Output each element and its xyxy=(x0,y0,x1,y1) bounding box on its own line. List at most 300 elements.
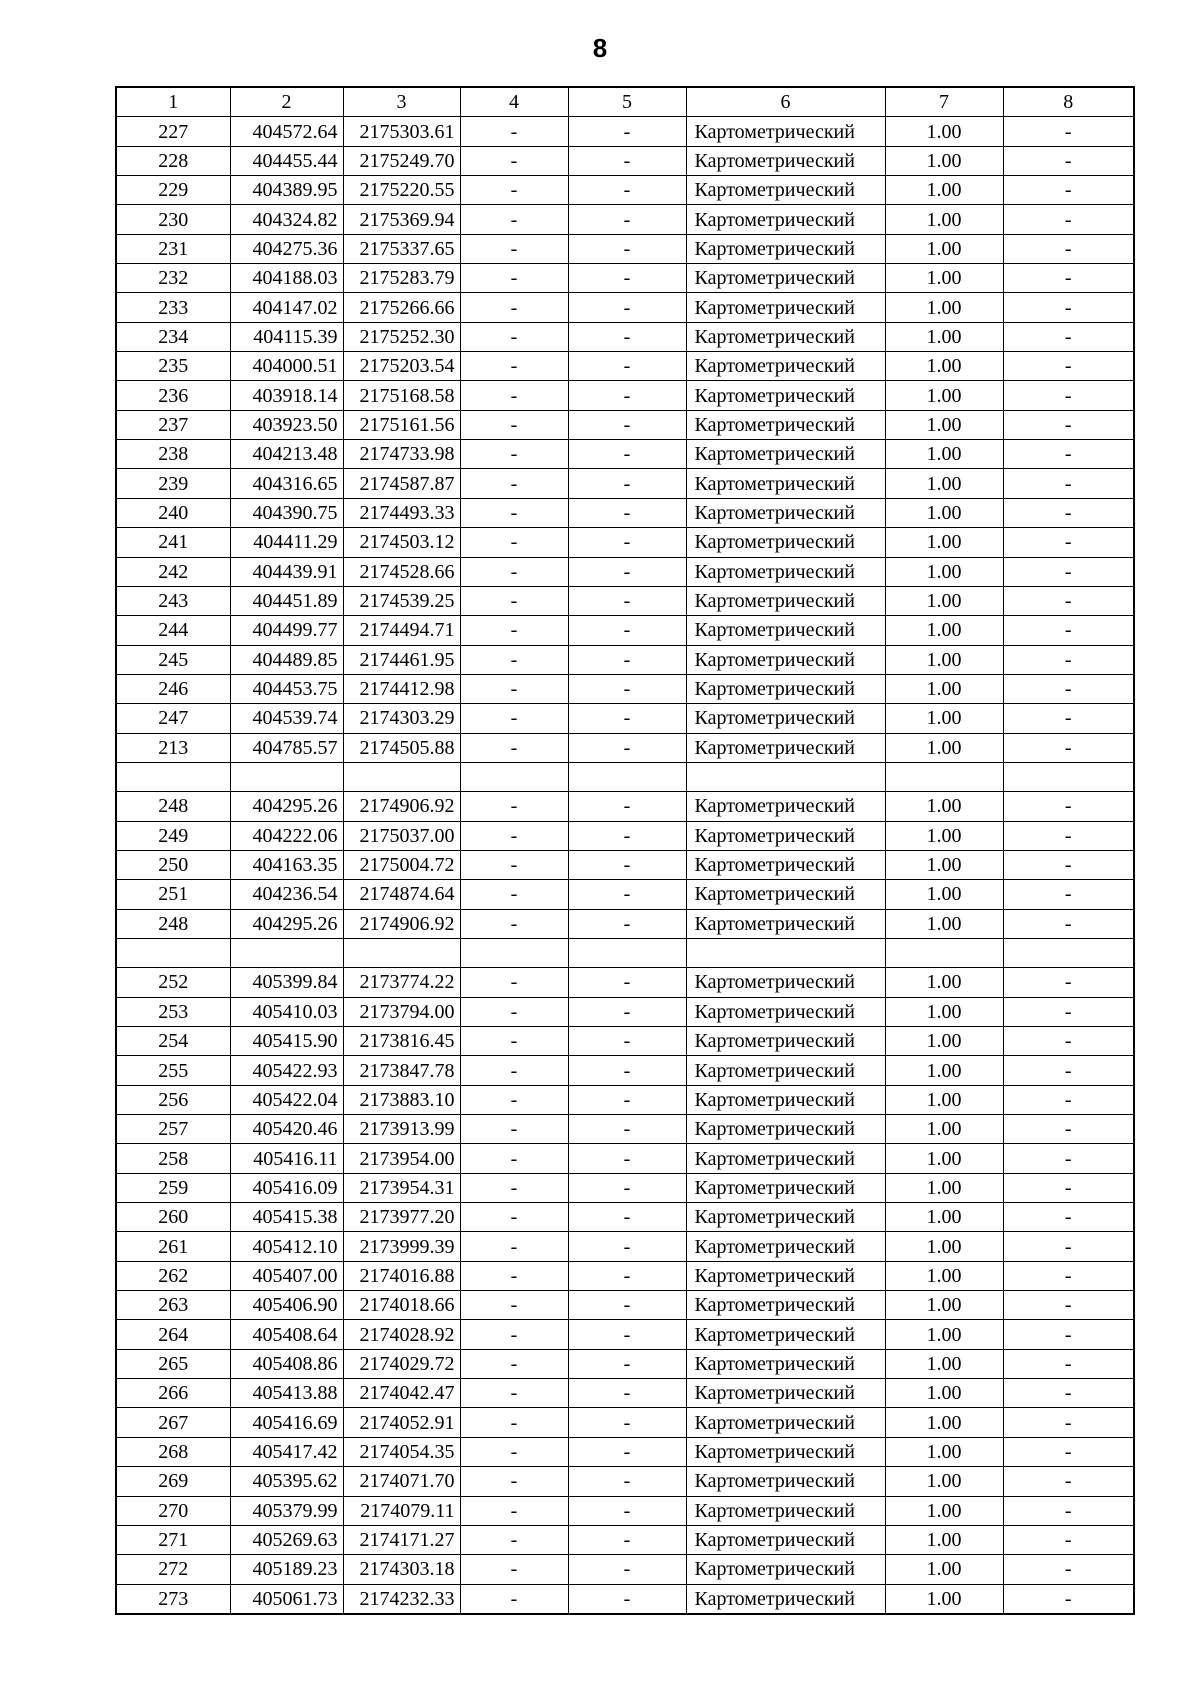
column-8-cell: - xyxy=(1003,1408,1134,1437)
table-row xyxy=(116,410,1134,439)
accuracy-cell: 1.00 xyxy=(885,352,1003,381)
column-5-cell: - xyxy=(568,1232,686,1261)
column-5-cell: - xyxy=(568,1115,686,1144)
table-row xyxy=(116,528,1134,557)
column-5-cell: - xyxy=(568,1320,686,1349)
column-4-cell: - xyxy=(460,264,568,293)
column-4-cell: - xyxy=(460,821,568,850)
column-header-8: 8 xyxy=(1003,87,1134,117)
point-number-cell: 229 xyxy=(116,176,230,205)
y-coordinate-cell: 2174079.11 xyxy=(343,1496,460,1525)
x-coordinate-cell: 403918.14 xyxy=(230,381,343,410)
x-coordinate-cell: 404390.75 xyxy=(230,498,343,527)
accuracy-cell: 1.00 xyxy=(885,1467,1003,1496)
y-coordinate-cell: 2174016.88 xyxy=(343,1261,460,1290)
x-coordinate-cell: 405395.62 xyxy=(230,1467,343,1496)
column-5-cell: - xyxy=(568,176,686,205)
column-4-cell: - xyxy=(460,909,568,938)
method-cell: Картометрический xyxy=(686,674,885,703)
column-4-cell: - xyxy=(460,1203,568,1232)
x-coordinate-cell: 404324.82 xyxy=(230,205,343,234)
column-header-7: 7 xyxy=(885,87,1003,117)
point-number-cell: 236 xyxy=(116,381,230,410)
point-number-cell: 228 xyxy=(116,146,230,175)
method-cell: Картометрический xyxy=(686,557,885,586)
column-8-cell: - xyxy=(1003,322,1134,351)
table-row xyxy=(116,1173,1134,1202)
column-8-cell: - xyxy=(1003,234,1134,263)
x-coordinate-cell: 405415.90 xyxy=(230,1027,343,1056)
column-4-cell: - xyxy=(460,528,568,557)
accuracy-cell: 1.00 xyxy=(885,146,1003,175)
method-cell: Картометрический xyxy=(686,1027,885,1056)
method-cell: Картометрический xyxy=(686,1496,885,1525)
column-8-cell: - xyxy=(1003,733,1134,762)
column-8-cell: - xyxy=(1003,821,1134,850)
point-number-cell: 251 xyxy=(116,880,230,909)
column-4-cell: - xyxy=(460,1144,568,1173)
column-4-cell: - xyxy=(460,704,568,733)
accuracy-cell: 1.00 xyxy=(885,176,1003,205)
column-5-cell: - xyxy=(568,674,686,703)
x-coordinate-cell: 403923.50 xyxy=(230,410,343,439)
column-8-cell: - xyxy=(1003,293,1134,322)
table-row xyxy=(116,1027,1134,1056)
table-row xyxy=(116,117,1134,146)
column-4-cell: - xyxy=(460,469,568,498)
y-coordinate-cell: 2175369.94 xyxy=(343,205,460,234)
table-row xyxy=(116,264,1134,293)
accuracy-cell: 1.00 xyxy=(885,1232,1003,1261)
y-coordinate-cell: 2174733.98 xyxy=(343,440,460,469)
method-cell: Картометрический xyxy=(686,205,885,234)
table-row xyxy=(116,1379,1134,1408)
column-4-cell: - xyxy=(460,498,568,527)
x-coordinate-cell: 405415.38 xyxy=(230,1203,343,1232)
accuracy-cell: 1.00 xyxy=(885,528,1003,557)
y-coordinate-cell: 2175037.00 xyxy=(343,821,460,850)
column-4-cell: - xyxy=(460,616,568,645)
x-coordinate-cell: 405406.90 xyxy=(230,1291,343,1320)
column-8-cell: - xyxy=(1003,1320,1134,1349)
x-coordinate-cell: 404188.03 xyxy=(230,264,343,293)
point-number-cell: 272 xyxy=(116,1555,230,1584)
accuracy-cell: 1.00 xyxy=(885,733,1003,762)
point-number-cell: 253 xyxy=(116,997,230,1026)
point-number-cell xyxy=(116,938,230,967)
column-5-cell: - xyxy=(568,264,686,293)
column-8-cell: - xyxy=(1003,1232,1134,1261)
method-cell: Картометрический xyxy=(686,146,885,175)
accuracy-cell: 1.00 xyxy=(885,234,1003,263)
column-5-cell: - xyxy=(568,616,686,645)
table-row xyxy=(116,1056,1134,1085)
accuracy-cell: 1.00 xyxy=(885,410,1003,439)
column-8-cell: - xyxy=(1003,146,1134,175)
table-row xyxy=(116,850,1134,879)
y-coordinate-cell: 2173774.22 xyxy=(343,968,460,997)
table-row xyxy=(116,1115,1134,1144)
column-header-5: 5 xyxy=(568,87,686,117)
y-coordinate-cell: 2175004.72 xyxy=(343,850,460,879)
accuracy-cell xyxy=(885,938,1003,967)
column-4-cell: - xyxy=(460,1525,568,1554)
column-8-cell: - xyxy=(1003,117,1134,146)
y-coordinate-cell: 2174303.18 xyxy=(343,1555,460,1584)
y-coordinate-cell: 2175266.66 xyxy=(343,293,460,322)
table-row xyxy=(116,997,1134,1026)
column-4-cell: - xyxy=(460,1085,568,1114)
accuracy-cell: 1.00 xyxy=(885,1291,1003,1320)
table-row xyxy=(116,469,1134,498)
method-cell: Картометрический xyxy=(686,1555,885,1584)
table-row xyxy=(116,1408,1134,1437)
point-number-cell: 249 xyxy=(116,821,230,850)
method-cell: Картометрический xyxy=(686,997,885,1026)
method-cell: Картометрический xyxy=(686,234,885,263)
point-number-cell: 254 xyxy=(116,1027,230,1056)
point-number-cell: 264 xyxy=(116,1320,230,1349)
x-coordinate-cell: 404295.26 xyxy=(230,909,343,938)
x-coordinate-cell: 404213.48 xyxy=(230,440,343,469)
accuracy-cell: 1.00 xyxy=(885,117,1003,146)
method-cell: Картометрический xyxy=(686,469,885,498)
point-number-cell xyxy=(116,762,230,791)
table-header-row xyxy=(116,87,1134,117)
table-row xyxy=(116,821,1134,850)
column-4-cell xyxy=(460,762,568,791)
y-coordinate-cell: 2174493.33 xyxy=(343,498,460,527)
accuracy-cell: 1.00 xyxy=(885,1056,1003,1085)
y-coordinate-cell: 2174071.70 xyxy=(343,1467,460,1496)
point-number-cell: 213 xyxy=(116,733,230,762)
point-number-cell: 232 xyxy=(116,264,230,293)
column-8-cell: - xyxy=(1003,1349,1134,1378)
x-coordinate-cell: 404316.65 xyxy=(230,469,343,498)
accuracy-cell: 1.00 xyxy=(885,205,1003,234)
column-4-cell: - xyxy=(460,645,568,674)
column-8-cell: - xyxy=(1003,1144,1134,1173)
column-5-cell: - xyxy=(568,1496,686,1525)
column-8-cell: - xyxy=(1003,410,1134,439)
column-8-cell: - xyxy=(1003,1291,1134,1320)
x-coordinate-cell: 405399.84 xyxy=(230,968,343,997)
column-8-cell: - xyxy=(1003,1115,1134,1144)
y-coordinate-cell: 2174052.91 xyxy=(343,1408,460,1437)
table-row xyxy=(116,586,1134,615)
table-row xyxy=(116,616,1134,645)
y-coordinate-cell: 2173816.45 xyxy=(343,1027,460,1056)
y-coordinate-cell xyxy=(343,762,460,791)
x-coordinate-cell: 404411.29 xyxy=(230,528,343,557)
accuracy-cell: 1.00 xyxy=(885,1261,1003,1290)
method-cell: Картометрический xyxy=(686,645,885,674)
table-row xyxy=(116,938,1134,967)
column-5-cell: - xyxy=(568,1525,686,1554)
column-5-cell: - xyxy=(568,645,686,674)
y-coordinate-cell: 2174461.95 xyxy=(343,645,460,674)
y-coordinate-cell: 2174303.29 xyxy=(343,704,460,733)
table-row xyxy=(116,440,1134,469)
method-cell: Картометрический xyxy=(686,1085,885,1114)
column-4-cell: - xyxy=(460,205,568,234)
accuracy-cell: 1.00 xyxy=(885,1144,1003,1173)
column-5-cell: - xyxy=(568,381,686,410)
column-5-cell: - xyxy=(568,1349,686,1378)
accuracy-cell: 1.00 xyxy=(885,1379,1003,1408)
method-cell: Картометрический xyxy=(686,176,885,205)
column-4-cell: - xyxy=(460,234,568,263)
x-coordinate-cell: 405408.64 xyxy=(230,1320,343,1349)
column-8-cell: - xyxy=(1003,1173,1134,1202)
y-coordinate-cell xyxy=(343,938,460,967)
method-cell: Картометрический xyxy=(686,850,885,879)
point-number-cell: 246 xyxy=(116,674,230,703)
point-number-cell: 260 xyxy=(116,1203,230,1232)
accuracy-cell: 1.00 xyxy=(885,1027,1003,1056)
method-cell: Картометрический xyxy=(686,293,885,322)
method-cell: Картометрический xyxy=(686,733,885,762)
x-coordinate-cell: 404236.54 xyxy=(230,880,343,909)
method-cell: Картометрический xyxy=(686,440,885,469)
method-cell: Картометрический xyxy=(686,1349,885,1378)
point-number-cell: 247 xyxy=(116,704,230,733)
column-4-cell: - xyxy=(460,1584,568,1614)
point-number-cell: 271 xyxy=(116,1525,230,1554)
x-coordinate-cell: 405422.93 xyxy=(230,1056,343,1085)
x-coordinate-cell: 405189.23 xyxy=(230,1555,343,1584)
column-5-cell: - xyxy=(568,1173,686,1202)
y-coordinate-cell: 2174874.64 xyxy=(343,880,460,909)
x-coordinate-cell: 404389.95 xyxy=(230,176,343,205)
column-5-cell: - xyxy=(568,146,686,175)
accuracy-cell: 1.00 xyxy=(885,997,1003,1026)
point-number-cell: 237 xyxy=(116,410,230,439)
table-row xyxy=(116,1320,1134,1349)
method-cell: Картометрический xyxy=(686,1173,885,1202)
point-number-cell: 273 xyxy=(116,1584,230,1614)
column-4-cell: - xyxy=(460,1349,568,1378)
table-row xyxy=(116,176,1134,205)
x-coordinate-cell: 404785.57 xyxy=(230,733,343,762)
column-5-cell: - xyxy=(568,205,686,234)
column-5-cell: - xyxy=(568,1291,686,1320)
x-coordinate-cell: 405410.03 xyxy=(230,997,343,1026)
accuracy-cell: 1.00 xyxy=(885,1437,1003,1466)
y-coordinate-cell: 2174906.92 xyxy=(343,792,460,821)
y-coordinate-cell: 2174028.92 xyxy=(343,1320,460,1349)
accuracy-cell: 1.00 xyxy=(885,1349,1003,1378)
column-8-cell: - xyxy=(1003,997,1134,1026)
accuracy-cell: 1.00 xyxy=(885,498,1003,527)
column-4-cell: - xyxy=(460,1173,568,1202)
table-row xyxy=(116,1232,1134,1261)
point-number-cell: 244 xyxy=(116,616,230,645)
x-coordinate-cell: 404275.36 xyxy=(230,234,343,263)
column-8-cell: - xyxy=(1003,1555,1134,1584)
table-row xyxy=(116,645,1134,674)
column-4-cell: - xyxy=(460,997,568,1026)
table-row xyxy=(116,1437,1134,1466)
column-header-2: 2 xyxy=(230,87,343,117)
column-5-cell: - xyxy=(568,997,686,1026)
column-8-cell: - xyxy=(1003,1379,1134,1408)
x-coordinate-cell: 404163.35 xyxy=(230,850,343,879)
y-coordinate-cell: 2173999.39 xyxy=(343,1232,460,1261)
column-8-cell: - xyxy=(1003,498,1134,527)
column-4-cell: - xyxy=(460,1232,568,1261)
accuracy-cell: 1.00 xyxy=(885,1320,1003,1349)
table-row xyxy=(116,792,1134,821)
column-5-cell: - xyxy=(568,792,686,821)
column-4-cell: - xyxy=(460,1408,568,1437)
column-8-cell: - xyxy=(1003,1496,1134,1525)
point-number-cell: 259 xyxy=(116,1173,230,1202)
table-row xyxy=(116,381,1134,410)
method-cell: Картометрический xyxy=(686,909,885,938)
column-8-cell: - xyxy=(1003,557,1134,586)
column-4-cell: - xyxy=(460,850,568,879)
column-4-cell: - xyxy=(460,674,568,703)
column-5-cell: - xyxy=(568,440,686,469)
column-4-cell: - xyxy=(460,1496,568,1525)
x-coordinate-cell: 405420.46 xyxy=(230,1115,343,1144)
column-4-cell: - xyxy=(460,586,568,615)
column-5-cell: - xyxy=(568,1379,686,1408)
x-coordinate-cell: 404572.64 xyxy=(230,117,343,146)
column-8-cell xyxy=(1003,938,1134,967)
x-coordinate-cell: 404489.85 xyxy=(230,645,343,674)
point-number-cell: 256 xyxy=(116,1085,230,1114)
column-header-6: 6 xyxy=(686,87,885,117)
point-number-cell: 231 xyxy=(116,234,230,263)
column-8-cell: - xyxy=(1003,792,1134,821)
column-4-cell: - xyxy=(460,1261,568,1290)
point-number-cell: 261 xyxy=(116,1232,230,1261)
column-4-cell: - xyxy=(460,792,568,821)
accuracy-cell: 1.00 xyxy=(885,1496,1003,1525)
column-8-cell: - xyxy=(1003,850,1134,879)
accuracy-cell: 1.00 xyxy=(885,968,1003,997)
x-coordinate-cell: 405422.04 xyxy=(230,1085,343,1114)
table-row xyxy=(116,674,1134,703)
page-number: 8 xyxy=(592,33,608,63)
column-4-cell: - xyxy=(460,1379,568,1408)
y-coordinate-cell: 2173883.10 xyxy=(343,1085,460,1114)
y-coordinate-cell: 2175220.55 xyxy=(343,176,460,205)
method-cell: Картометрический xyxy=(686,1525,885,1554)
point-number-cell: 269 xyxy=(116,1467,230,1496)
x-coordinate-cell: 405417.42 xyxy=(230,1437,343,1466)
y-coordinate-cell: 2174042.47 xyxy=(343,1379,460,1408)
table-row xyxy=(116,1496,1134,1525)
x-coordinate-cell: 405407.00 xyxy=(230,1261,343,1290)
column-5-cell: - xyxy=(568,352,686,381)
method-cell: Картометрический xyxy=(686,1379,885,1408)
column-8-cell: - xyxy=(1003,205,1134,234)
column-5-cell xyxy=(568,762,686,791)
column-5-cell: - xyxy=(568,1203,686,1232)
method-cell: Картометрический xyxy=(686,322,885,351)
table-row xyxy=(116,1584,1134,1614)
method-cell: Картометрический xyxy=(686,704,885,733)
point-number-cell: 241 xyxy=(116,528,230,557)
x-coordinate-cell: 404539.74 xyxy=(230,704,343,733)
column-4-cell: - xyxy=(460,1437,568,1466)
accuracy-cell: 1.00 xyxy=(885,792,1003,821)
method-cell: Картометрический xyxy=(686,821,885,850)
method-cell: Картометрический xyxy=(686,1320,885,1349)
accuracy-cell: 1.00 xyxy=(885,704,1003,733)
method-cell: Картометрический xyxy=(686,1144,885,1173)
y-coordinate-cell: 2174029.72 xyxy=(343,1349,460,1378)
coordinates-table xyxy=(115,86,1135,1615)
method-cell: Картометрический xyxy=(686,968,885,997)
x-coordinate-cell: 405413.88 xyxy=(230,1379,343,1408)
column-4-cell: - xyxy=(460,880,568,909)
method-cell: Картометрический xyxy=(686,381,885,410)
column-8-cell: - xyxy=(1003,909,1134,938)
column-8-cell: - xyxy=(1003,1085,1134,1114)
column-4-cell: - xyxy=(460,1115,568,1144)
x-coordinate-cell: 404455.44 xyxy=(230,146,343,175)
column-8-cell: - xyxy=(1003,1437,1134,1466)
x-coordinate-cell: 404499.77 xyxy=(230,616,343,645)
column-8-cell: - xyxy=(1003,1203,1134,1232)
accuracy-cell: 1.00 xyxy=(885,1584,1003,1614)
accuracy-cell: 1.00 xyxy=(885,909,1003,938)
column-5-cell: - xyxy=(568,1408,686,1437)
accuracy-cell: 1.00 xyxy=(885,293,1003,322)
column-5-cell: - xyxy=(568,557,686,586)
point-number-cell: 248 xyxy=(116,909,230,938)
method-cell: Картометрический xyxy=(686,117,885,146)
method-cell: Картометрический xyxy=(686,1232,885,1261)
x-coordinate-cell: 404439.91 xyxy=(230,557,343,586)
table-row xyxy=(116,1203,1134,1232)
column-4-cell: - xyxy=(460,322,568,351)
column-4-cell: - xyxy=(460,1291,568,1320)
method-cell: Картометрический xyxy=(686,410,885,439)
accuracy-cell: 1.00 xyxy=(885,674,1003,703)
column-8-cell: - xyxy=(1003,616,1134,645)
point-number-cell: 257 xyxy=(116,1115,230,1144)
y-coordinate-cell: 2175283.79 xyxy=(343,264,460,293)
point-number-cell: 239 xyxy=(116,469,230,498)
x-coordinate-cell: 404115.39 xyxy=(230,322,343,351)
point-number-cell: 252 xyxy=(116,968,230,997)
y-coordinate-cell: 2174412.98 xyxy=(343,674,460,703)
accuracy-cell: 1.00 xyxy=(885,264,1003,293)
column-5-cell: - xyxy=(568,1085,686,1114)
accuracy-cell: 1.00 xyxy=(885,821,1003,850)
column-8-cell: - xyxy=(1003,440,1134,469)
method-cell: Картометрический xyxy=(686,1408,885,1437)
column-8-cell: - xyxy=(1003,264,1134,293)
column-8-cell: - xyxy=(1003,176,1134,205)
table-row xyxy=(116,1467,1134,1496)
x-coordinate-cell: 405412.10 xyxy=(230,1232,343,1261)
point-number-cell: 258 xyxy=(116,1144,230,1173)
method-cell: Картометрический xyxy=(686,1203,885,1232)
point-number-cell: 230 xyxy=(116,205,230,234)
table-row xyxy=(116,1349,1134,1378)
x-coordinate-cell: 404451.89 xyxy=(230,586,343,615)
method-cell: Картометрический xyxy=(686,1056,885,1085)
table-row xyxy=(116,909,1134,938)
point-number-cell: 234 xyxy=(116,322,230,351)
y-coordinate-cell: 2174054.35 xyxy=(343,1437,460,1466)
